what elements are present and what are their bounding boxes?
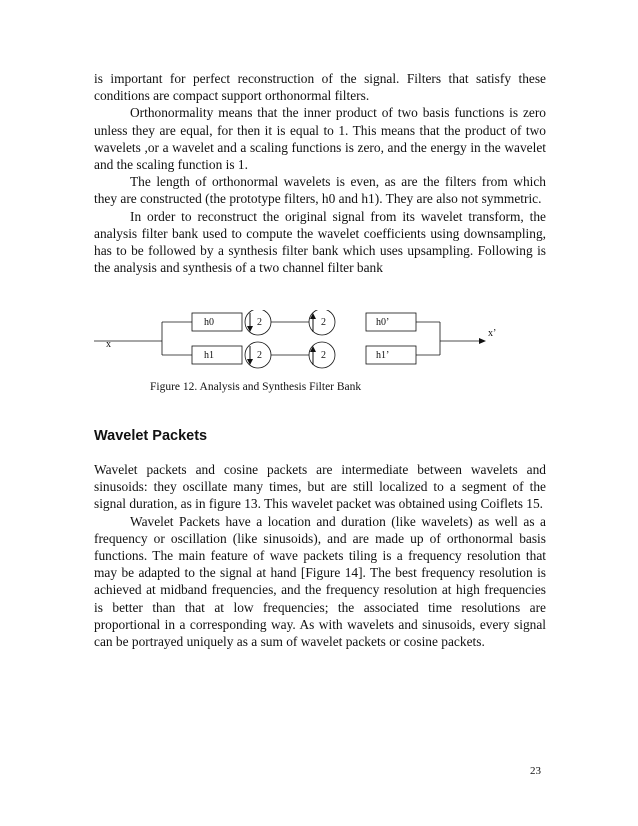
analysis-bottom-label: h1	[204, 350, 214, 361]
up-factor-bottom: 2	[321, 350, 326, 361]
section-heading: Wavelet Packets	[94, 428, 208, 444]
filter-bank-diagram	[94, 310, 546, 372]
output-label: x’	[488, 328, 497, 339]
analysis-filter-h0	[192, 313, 242, 331]
paragraph-wavelet-packets-intro: Wavelet packets and cosine packets are intermediate between wavelets and sinusoids: they oscillate many times, but are still localized to a segment of the signal duration, as in figure 13. This wavelet packet was obtained using Coiflets 15.	[94, 462, 546, 512]
output-arrow-icon	[479, 338, 486, 344]
input-label: x	[106, 339, 111, 350]
synthesis-bottom-label: h1’	[376, 350, 390, 361]
body-text-bottom	[94, 461, 546, 650]
paragraph-orthonormality: Orthonormality means that the inner product of two basis functions is zero unless they are equal, for then it is equal to 1. This means that the product of two wavelets ,or a wavelet and a scaling functions is zero, and the energy in the wavelet and the scaling function is 1.	[94, 105, 546, 173]
analysis-top-label: h0	[204, 317, 214, 328]
body-text-top	[94, 70, 546, 276]
page-number: 23	[530, 765, 541, 777]
synthesis-top-label: h0’	[376, 317, 390, 328]
down-arrow-bottom-icon	[247, 359, 253, 365]
synthesis-filter-h1	[366, 346, 416, 364]
figure-caption: Figure 12. Analysis and Synthesis Filter Bank	[150, 381, 362, 393]
down-arrow-top-icon	[247, 326, 253, 332]
down-factor-top: 2	[257, 317, 262, 328]
analysis-filter-h1	[192, 346, 242, 364]
paragraph-continuation: is important for perfect reconstruction of the signal. Filters that satisfy these conditions are compact support orthonormal filters.	[94, 71, 546, 104]
down-factor-bottom: 2	[257, 350, 262, 361]
paragraph-reconstruction: In order to reconstruct the original signal from its wavelet transform, the analysis filter bank used to compute the wavelet coefficients using downsampling, has to be followed by a synthesis filter bank which uses upsampling. Following is the analysis and synthesis of a two channel filter bank	[94, 208, 546, 276]
synthesis-filter-h0	[366, 313, 416, 331]
up-factor-top: 2	[321, 317, 326, 328]
paragraph-wavelet-length: The length of orthonormal wavelets is even, as are the filters from which they are constructed (the prototype filters, h0 and h1). They are also not symmetric.	[94, 174, 546, 207]
paragraph-wavelet-packets-details: Wavelet Packets have a location and duration (like wavelets) as well as a frequency or oscillation (like sinusoids), and are made up of orthonormal basis functions. The main feature of wave packets tiling is a frequency resolution that may be adapted to the signal at hand [Figure 14]. The best frequency resolution is achieved at midband frequencies, and the frequency resolution at high frequencies is better than that at low frequencies; the associated time resolutions are proportional in a corresponding way. As with wavelets and sinusoids, every signal can be portrayed uniquely as a sum of wavelet packets or cosine packets.	[94, 513, 546, 650]
